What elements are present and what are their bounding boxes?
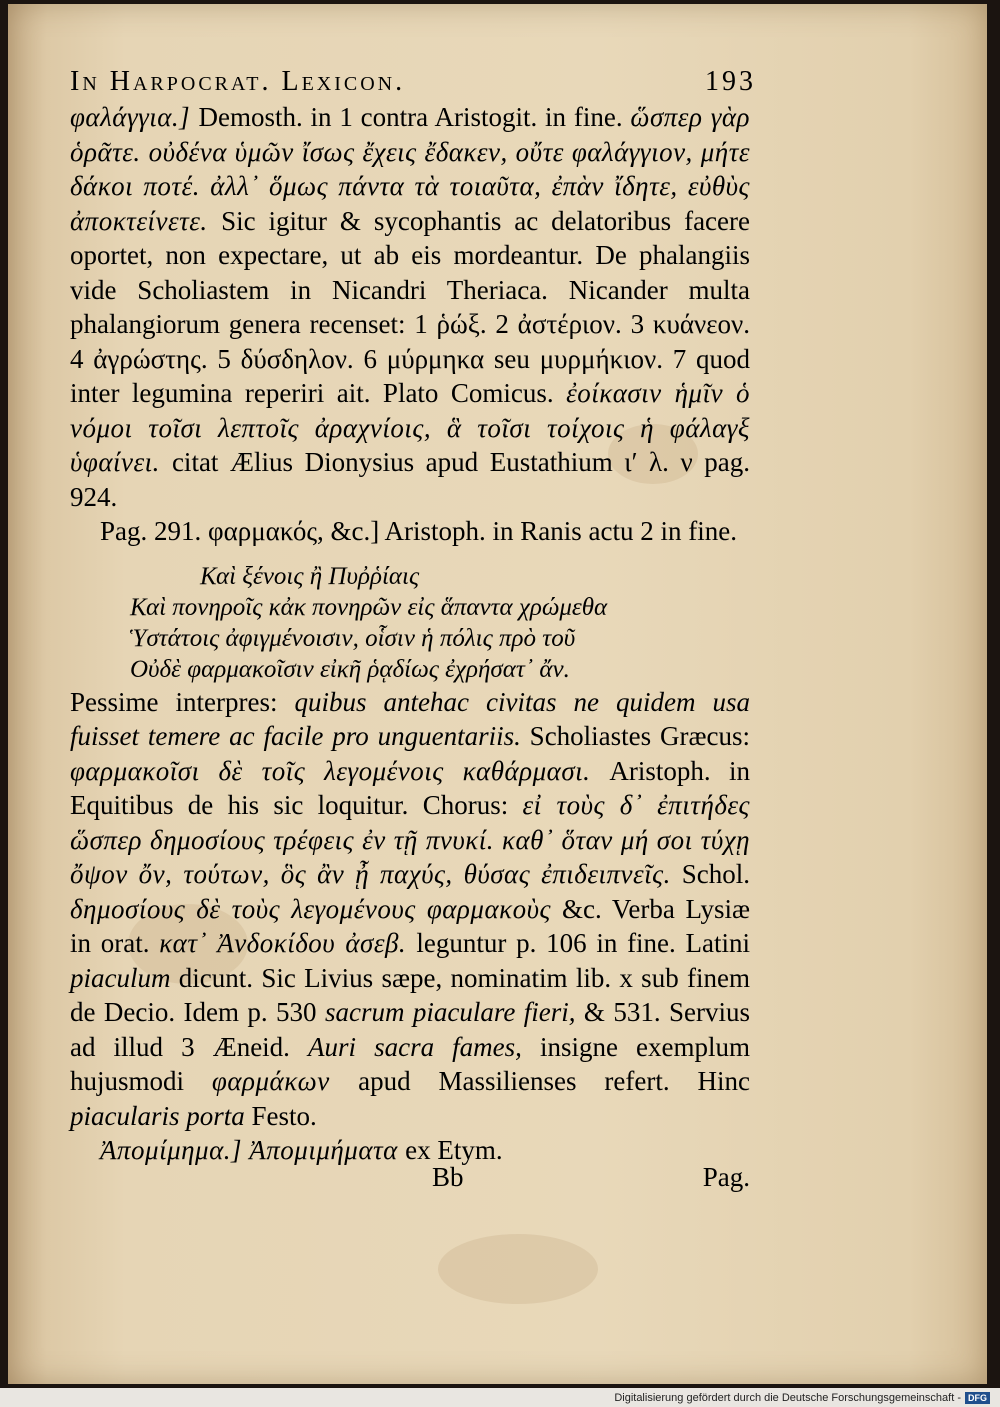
entry-pharmakos (70, 514, 750, 549)
verse-line: Καὶ πονηροῖς κἀκ πονηρῶν εἰς ἅπαντα χρώμεθα (130, 593, 608, 621)
main-text (70, 100, 750, 1168)
commentary-text: &c. Verba Lysiæ in orat. (70, 893, 751, 958)
verse-line: Ὑστάτοις ἀφιγμένοισιν, οἷσιν ἡ πόλις πρὸ τοῦ (130, 624, 576, 652)
credit-text: Digitalisierung gefördert durch die Deutsche Forschungsgemeinschaft - (614, 1392, 961, 1404)
greek-quotation: ὥσπερ γὰρ ὁρᾶτε. οὐδένα ὑμῶν ἴσως ἔχεις ἔδακεν, οὔτε φαλάγγιον, μήτε δάκοι ποτέ. ἀλλ᾽ ὅμως πάντα τὰ τοιαῦτα, ἐπὰν ἴδητε, εὐθὺς ἀποκτείνετε. (70, 102, 750, 236)
entry-text: Sic igitur & sycophantis ac delatoribus facere oportet, non expectare, ut ab eis mordeantur. De phalangiis vide Scholiastem in Nicandri Theriaca. Nicander multa phalangiorum genera recenset: 1 ῥώξ. 2 ἀστέριον. 3 κυάνεον. 4 ἀγρώστης. 5 δύσδηλον. 6 μύρμηκα seu μυρμήκιον. 7 quod inter legumina reperiri ait. Plato Comicus. (70, 205, 751, 408)
commentary-text: Scholiastes Græcus: (529, 721, 750, 751)
greek-quotation: ἐοίκασιν ἡμῖν ὁ νόμοι τοῖσι λεπτοῖς ἀραχνίοις, ἃ τοῖσι τοίχοις ἡ φάλαγξ ὑφαίνει. (70, 378, 750, 477)
catchword: Pag. (702, 1162, 750, 1192)
entry-phalangia (70, 100, 750, 514)
commentary-text: Pessime interpres: (70, 686, 295, 717)
latin-italic: Auri sacra fames, (308, 1031, 540, 1062)
page-foot (70, 1162, 750, 1198)
dfg-logo: DFG (965, 1392, 990, 1404)
commentary-text: dicunt. Sic Livius sæpe, nominatim lib. x sub finem de Decio. Idem p. 530 (70, 962, 750, 1027)
commentary-text: & 531. Servius ad illud 3 Æneid. (70, 997, 750, 1062)
verse-line: Καὶ ξένοις ἢ Πυῤῥίαις (200, 562, 420, 590)
greek-quotation: δημοσίους δὲ τοὺς λεγομένους φαρμακοὺς (70, 893, 563, 924)
entry-text: Demosth. in 1 contra Aristogit. in fine. (198, 102, 631, 132)
commentary-text: insigne exemplum hujusmodi (70, 1031, 751, 1096)
entry-headword: Pag. 291. φαρμακός, &c.] (100, 516, 385, 546)
commentary-paragraph (70, 685, 750, 1134)
commentary-text: leguntur p. 106 in fine. Latini (416, 928, 750, 958)
greek-quotation: κατ᾽ Ἀνδοκίδου ἀσεβ. (159, 928, 417, 958)
latin-italic: quibus antehac civitas ne quidem usa fuisset temere ac facile pro unguentariis. (70, 686, 750, 751)
greek-quotation: Ἀπομιμήματα (249, 1135, 406, 1165)
commentary-text: Festo. (251, 1100, 317, 1131)
page-number: 193 (705, 66, 756, 97)
entry-text: Aristoph. in Ranis actu 2 in fine. (384, 516, 737, 546)
digitization-credit (614, 1392, 990, 1404)
entry-headword: φαλάγγια.] (70, 102, 199, 132)
greek-quotation: φαρμακοῖσι δὲ τοῖς λεγομένοις καθάρμασι. (70, 755, 610, 786)
latin-italic: sacrum piaculare fieri, (324, 997, 584, 1027)
commentary-text: apud Massilienses refert. Hinc (358, 1066, 751, 1096)
greek-quotation: εἰ τοὺς δ᾽ ἐπιτήδες ὥσπερ δημοσίους τρέφεις ἐν τῇ πνυκί. καθ᾽ ὅταν μή σοι τύχῃ ὄψον ὄν, τούτων, ὃς ἂν ᾖ παχύς, θύσας ἐπιδειπνεῖς. (70, 790, 750, 889)
signature-mark: Bb (432, 1162, 464, 1192)
commentary-text: Schol. (681, 859, 750, 889)
latin-italic: piaculum (70, 962, 179, 993)
commentary-text: Aristoph. in Equitibus de his sic loquitur. Chorus: (70, 755, 750, 820)
verse-line: Οὐδὲ φαρμακοῖσιν εἰκῆ ῥᾳδίως ἐχρήσατ᾽ ἄν. (130, 655, 570, 683)
latin-italic: piacularis porta (70, 1100, 252, 1131)
running-title: In Harpocrat. Lexicon. (70, 66, 406, 97)
entry-text: ex Etym. (405, 1135, 503, 1165)
paper-stain (438, 1234, 598, 1304)
entry-text: citat Ælius Dionysius apud Eustathium ιʹ λ. ν pag. 924. (70, 447, 750, 512)
entry-headword: Ἀπομίμημα.] (100, 1135, 250, 1165)
greek-quotation: φαρμάκων (211, 1066, 359, 1096)
